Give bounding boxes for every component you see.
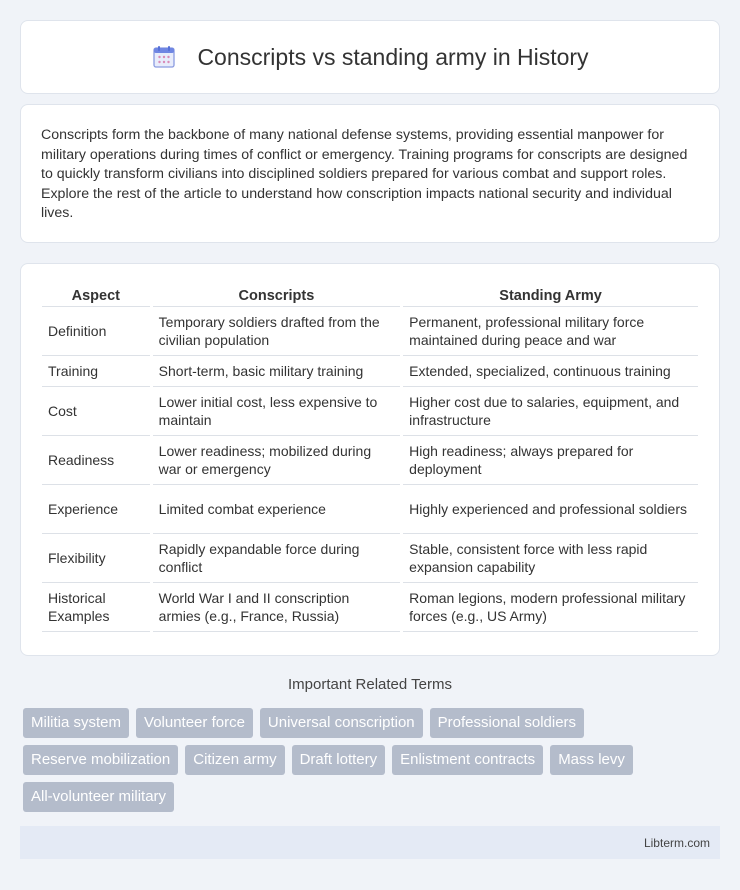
related-term-tag[interactable]: All-volunteer military [23, 782, 174, 812]
table-cell: Definition [42, 307, 150, 356]
page-footer [20, 826, 720, 859]
related-term-tag[interactable]: Volunteer force [136, 708, 253, 738]
table-cell: Extended, specialized, continuous training [403, 356, 698, 387]
table-cell: Roman legions, modern professional military forces (e.g., US Army) [403, 583, 698, 632]
table-cell: Readiness [42, 436, 150, 485]
related-term-tag[interactable]: Reserve mobilization [23, 745, 178, 775]
page-header [20, 20, 720, 94]
table-cell: Rapidly expandable force during conflict [153, 534, 401, 583]
related-term-tag[interactable]: Universal conscription [260, 708, 423, 738]
table-cell: High readiness; always prepared for deployment [403, 436, 698, 485]
related-term-tag[interactable]: Mass levy [550, 745, 633, 775]
table-cell: Stable, consistent force with less rapid expansion capability [403, 534, 698, 583]
related-term-tag[interactable]: Professional soldiers [430, 708, 584, 738]
column-header: Standing Army [403, 286, 698, 307]
column-header: Conscripts [153, 286, 401, 307]
related-term-tag[interactable]: Militia system [23, 708, 129, 738]
comparison-card [20, 263, 720, 656]
table-cell: Flexibility [42, 534, 150, 583]
table-row [42, 387, 698, 436]
related-term-tag[interactable]: Citizen army [185, 745, 284, 775]
table-cell: Training [42, 356, 150, 387]
table-row [42, 307, 698, 356]
related-term-tag[interactable]: Enlistment contracts [392, 745, 543, 775]
table-cell: Limited combat experience [153, 485, 401, 534]
table-row [42, 583, 698, 632]
table-cell: Cost [42, 387, 150, 436]
table-row [42, 356, 698, 387]
table-cell: Permanent, professional military force maintained during peace and war [403, 307, 698, 356]
table-cell: Lower initial cost, less expensive to maintain [153, 387, 401, 436]
table-cell: Historical Examples [42, 583, 150, 632]
comparison-table [39, 286, 701, 632]
table-cell: Lower readiness; mobilized during war or emergency [153, 436, 401, 485]
table-header-row [42, 286, 698, 307]
table-cell: Highly experienced and professional soldiers [403, 485, 698, 534]
related-term-tag[interactable]: Draft lottery [292, 745, 386, 775]
table-cell: World War I and II conscription armies (e.g., France, Russia) [153, 583, 401, 632]
intro-card [20, 104, 720, 243]
intro-text: Conscripts form the backbone of many national defense systems, providing essential manpower for military operations during times of conflict or emergency. Training programs for conscripts are designed to quickly transform civilians into disciplined soldiers prepared for various combat and support roles. Explore the rest of the article to understand how conscription impacts national security and individual lives. [41, 127, 688, 221]
table-cell: Experience [42, 485, 150, 534]
footer-site-link[interactable]: Libterm.com [643, 835, 710, 850]
table-cell: Temporary soldiers drafted from the civilian population [153, 307, 401, 356]
table-cell: Short-term, basic military training [153, 356, 401, 387]
page-title: Conscripts vs standing army in History [197, 43, 589, 70]
table-row [42, 436, 698, 485]
column-header: Aspect [42, 286, 150, 307]
related-terms-list [23, 708, 723, 812]
table-row [42, 534, 698, 583]
table-row [42, 485, 698, 534]
table-cell: Higher cost due to salaries, equipment, and infrastructure [403, 387, 698, 436]
calendar-icon [151, 44, 177, 70]
related-terms-title: Important Related Terms [288, 676, 452, 693]
